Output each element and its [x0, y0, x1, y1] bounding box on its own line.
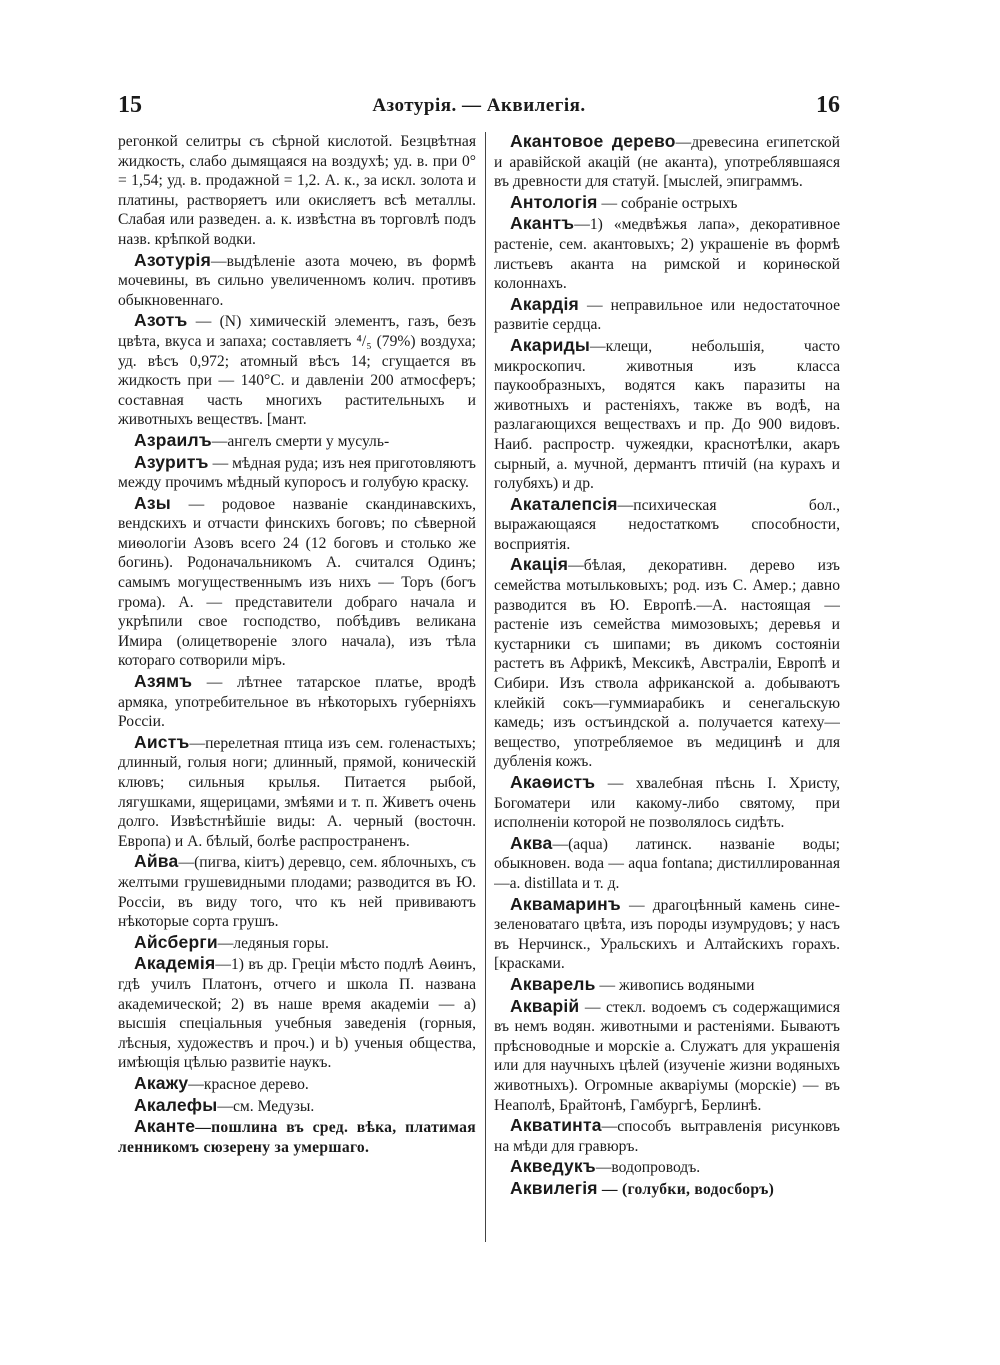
entry-text: —ледяныя горы.: [217, 934, 329, 952]
entry-text: — хвалебная пѣснь І. Христу, Богоматери или какому-либо святому, при исполненіи которой не позволялось сидѣть.: [494, 775, 840, 832]
entry-headword: Азы: [134, 492, 171, 513]
dictionary-entry: [118, 852, 476, 931]
entry-headword: Акварель: [510, 973, 596, 994]
entry-text: —бѣлая, декоративн. дерево изъ семейства мотыльковыхъ; род. изъ С. Амер.; давно разводится въ Ю. Европѣ.—А. настоящая — растеніе изъ семейства мимозовыхъ; деревья и кустарники съ шипами; въ дикомъ состояніи растетъ въ Африкѣ, Мексикѣ, Австраліи, Европѣ и Сибири. Изъ ствола африканской а. добываютъ клейкій сокъ—гуммиарабикъ и сенегальскую камедь; изъ остъиндской а. получается катеху—вещество, употребляемое въ медицинѣ и для дубленія кожъ.: [494, 557, 840, 771]
entry-text: — стекл. водоемъ съ содержащимися въ немъ водян. животными и растеніями. Бываютъ прѣсноводные и морскіе а. Служатъ для украшенія или для научныхъ цѣлей (изученіе жизни водяныхъ животныхъ). Огромные акваріумы (морскіе) — въ Неаполѣ, Брайтонѣ, Гамбургѣ, Берлинѣ.: [494, 998, 840, 1114]
entry-headword: Акардія: [510, 293, 579, 314]
dictionary-entry: [494, 214, 840, 293]
entry-text: —психическая бол., выражающаяся недостаткомъ способности, восприятія.: [494, 496, 840, 553]
entry-headword: Азуритъ: [134, 451, 209, 472]
page-header: [118, 92, 840, 122]
dictionary-entry: [494, 555, 840, 772]
entry-headword: Аканте: [134, 1116, 196, 1137]
dictionary-entry: [118, 733, 476, 852]
entry-text: —красное дерево.: [188, 1075, 309, 1093]
page-number-left: 15: [118, 92, 142, 118]
dictionary-entry: [118, 431, 476, 452]
dictionary-entry: [494, 997, 840, 1116]
entry-text: —выдѣленіе азота мочею, въ формѣ мочевины, въ сильно увеличенномъ колич. противъ обыкновеннаго.: [118, 252, 476, 309]
dictionary-entry: [118, 672, 476, 732]
dictionary-entry: [118, 1074, 476, 1095]
running-title: Азотурія. — Аквилегія.: [372, 95, 586, 116]
right-column: [494, 132, 840, 1262]
dictionary-entry: [118, 1096, 476, 1117]
dictionary-entry: [118, 933, 476, 954]
entry-headword: Акариды: [510, 334, 591, 355]
dictionary-entry: [494, 1179, 840, 1200]
dictionary-entry: [118, 1117, 476, 1157]
dictionary-entry: [494, 834, 840, 894]
entry-headword: Аква: [510, 832, 553, 853]
entry-headword: Академія: [134, 953, 216, 974]
entry-text: — родовое названіе скандинавскихъ, вендскихъ и отчасти финскихъ боговъ; по сѣверной миѳологіи Азовъ всего 24 (12 боговъ и столько же богинь). Родоначальникомъ А. считался Одинъ; самымъ могущественнымъ изъ нихъ — Торъ (богъ грома). А. — представители добраго начала и укрѣпили свое господство, побѣдивъ великана Имира (олицетвореніе злого начала), изъ тѣла котораго сотворили міръ.: [118, 495, 476, 670]
dictionary-entry: [118, 954, 476, 1073]
entry-headword: Айсберги: [134, 931, 218, 952]
entry-headword: Акалефы: [134, 1094, 218, 1115]
entry-headword: Аквамаринъ: [510, 893, 621, 914]
entry-text: —(пигва, кіитъ) деревцо, сем. яблочныхъ, съ желтыми грушевидными плодами; разводится въ Ю. Россіи, въ виду того, что къ ней прививаютъ нѣкоторые сорта грушъ.: [118, 854, 476, 931]
page-number-right: 16: [816, 92, 840, 118]
dictionary-entry: [494, 295, 840, 335]
entry-text: —перелетная птица изъ сем. голенастыхъ; длинный, голыя ноги; длинный, прямой, коническій клювъ; сильныя крылья. Питается рыбой, лягушками, ящерицами, змѣями и т. п. Живетъ очень долго. Извѣстнѣйшіе виды: А. черный (восточн. Европа) и А. бѣлый, болѣе распространенъ.: [118, 734, 476, 850]
entry-headword: Акаѳистъ: [510, 772, 596, 792]
entry-text: —(aqua) латинск. названіе воды; обыкновен. вода — aqua fontana; дистиллированная—а. distillata и т. д.: [494, 835, 840, 892]
dictionary-entry: [118, 494, 476, 671]
entry-text: —см. Медузы.: [217, 1097, 315, 1115]
entry-text: — драгоцѣнный камень сине-зеленоватаго цвѣта, изъ породы изумрудовъ; у насъ въ Нерчинск., Уральскихъ и Алтайскихъ горахъ. [красками.: [494, 896, 840, 973]
entry-headword: Аквилегія: [510, 1177, 598, 1198]
entry-headword: Акантъ: [510, 213, 575, 234]
dictionary-entry: [118, 453, 476, 493]
entry-headword: Акажу: [134, 1072, 189, 1093]
dictionary-entry: [494, 132, 840, 192]
entry-text: — (голубки, водосборъ): [597, 1180, 775, 1198]
entry-text: — лѣтнее татарское платье, вродѣ армяка, употребительное въ нѣкоторыхъ губерніяхъ Россіи.: [118, 674, 476, 731]
column-divider: [485, 132, 486, 1242]
entry-text: — (N) химическій элементъ, газъ, безъ цвѣта, вкуса и запаха; составляетъ ⁴/₅ (79%) воздуха; уд. вѣсъ 0,972; атомный вѣсъ 14; сгущается въ жидкость при — 140°С. и давленіи 200 атмосферъ; составная часть многихъ растительныхъ и животныхъ веществъ. [мант.: [118, 313, 476, 429]
dictionary-entry: [118, 132, 476, 250]
dictionary-entry: [494, 1157, 840, 1178]
entry-text: —пошлина въ сред. вѣка, платимая ленникомъ сюзерену за умершаго.: [118, 1119, 476, 1156]
entry-text: —1) въ др. Греціи мѣсто подлѣ Аѳинъ, гдѣ училъ Платонъ, отчего и школа П. названа академической; 2) въ наше время академіи — а) высшія спеціальныя учебныя заведенія (горныя, лѣсныя, художествъ и проч.) и b) ученыя общества, имѣющія цѣлью развитіе наукъ.: [118, 956, 476, 1072]
dictionary-entry: [118, 311, 476, 430]
dictionary-entry: [494, 336, 840, 494]
entry-headword: Акація: [510, 554, 569, 575]
entry-headword: Азотъ: [134, 310, 188, 331]
entry-text: — неправильное или недостаточное развитіе сердца.: [494, 296, 840, 334]
entry-text: —ангелъ смерти у мусуль-: [211, 432, 390, 450]
entry-headword: Аистъ: [134, 731, 190, 752]
entry-text: —1) «медвѣжья лапа», декоративное растеніе, сем. акантовыхъ; 2) украшеніе въ формѣ листьевъ аканта на римской и коринѳской колоннахъ.: [494, 216, 840, 293]
entry-headword: Акантовое дерево: [510, 132, 676, 151]
entry-headword: Акведукъ: [510, 1156, 596, 1177]
dictionary-entry: [494, 495, 840, 555]
entry-text: — мѣдная руда; изъ нея приготовляютъ между прочимъ мѣдный купоросъ и голубую краску.: [118, 454, 476, 492]
entry-headword: Айва: [134, 851, 179, 872]
dictionary-entry: [494, 773, 840, 833]
entry-headword: Азраилъ: [134, 429, 212, 450]
entry-headword: Акаталепсія: [510, 493, 618, 514]
entry-headword: Акварій: [510, 995, 580, 1016]
dictionary-entry: [118, 251, 476, 311]
entry-text: —водопроводъ.: [595, 1159, 701, 1177]
dictionary-entry: [494, 193, 840, 214]
entry-text: —способъ вытравленія рисунковъ на мѣди для гравюръ.: [494, 1118, 840, 1155]
entry-headword: Акватинта: [510, 1115, 602, 1136]
entry-text: регонкой селитры съ сѣрной кислотой. Безцвѣтная жидкость, слабо дымящаяся на воздухѣ; уд. в. при 0° = 1,54; уд. в. продажной = 1,2. А. к., за искл. золота и платины, растворяетъ или окисляетъ всѣ металлы. Слабая или разведен. а. к. извѣстна въ торговлѣ подъ назв. крѣпкой водки.: [118, 133, 476, 248]
entry-headword: Азямъ: [134, 671, 193, 692]
dictionary-entry: [494, 895, 840, 974]
left-column: [118, 132, 476, 1262]
dictionary-entry: [494, 975, 840, 996]
entry-text: — собраніе острыхъ: [597, 194, 738, 212]
entry-headword: Антологія: [510, 191, 598, 212]
entry-text: —клещи, небольшія, часто микроскопич. животныя изъ класса паукообразныхъ, водятся какъ паразиты на животныхъ и растеніяхъ, также въ водѣ, на разлагающихся веществахъ и пр. До 900 видовъ. Наиб. распростр. чужеядки, краснотѣлки, акаръ сырный, а. мучной, дермантъ птичій (на курахъ и голубяхъ) и др.: [494, 337, 840, 493]
entry-headword: Азотурія: [134, 249, 212, 270]
dictionary-entry: [494, 1116, 840, 1156]
entry-text: —древесина египетской и аравійской акацій (не аканта), употреблявшаяся въ древности для статуй. [мыслей, эпиграммъ.: [494, 134, 840, 191]
entry-text: — живопись водяными: [595, 976, 755, 994]
